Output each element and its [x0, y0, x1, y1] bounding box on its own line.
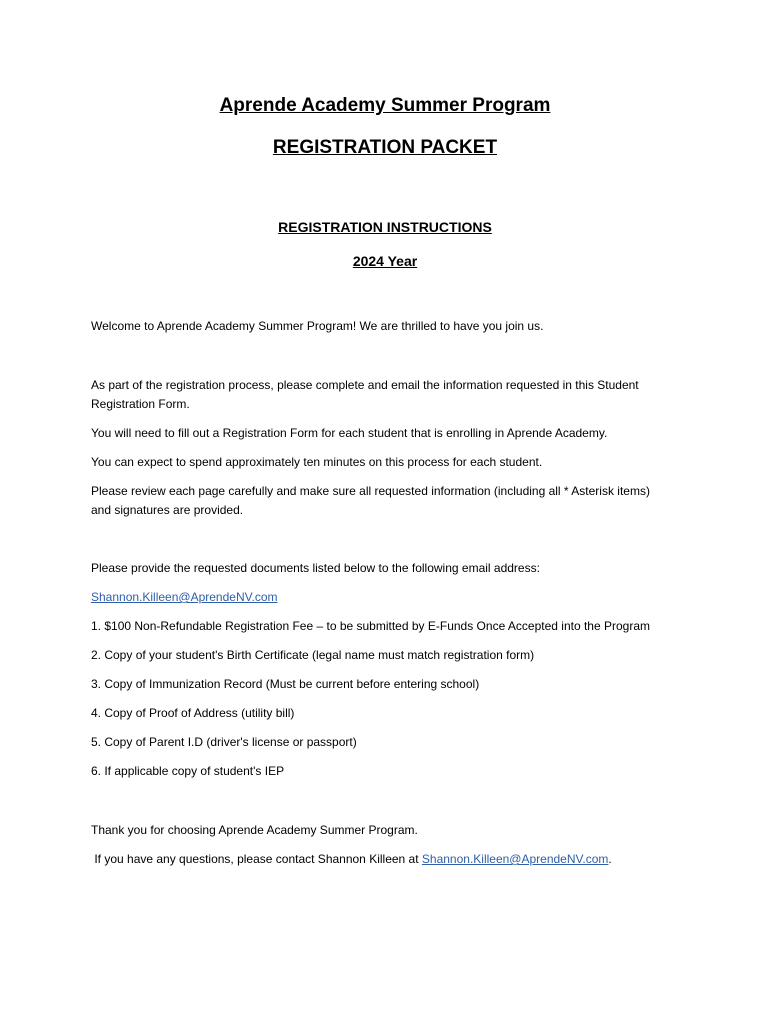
complete-paragraph: As part of the registration process, please complete and email the information requested in this Student Registration Form.	[91, 378, 639, 411]
email-link[interactable]: Shannon.Killeen@AprendeNV.com	[91, 590, 278, 604]
requirement-item: 6. If applicable copy of student's IEP	[91, 764, 285, 778]
review-paragraph: Please review each page carefully and make sure all requested information (including all * Asterisk items) and signatures are provided.	[91, 484, 650, 517]
contact-prefix: If you have any questions, please contact Shannon Killeen at	[91, 852, 422, 866]
each-student-paragraph: You will need to fill out a Registration Form for each student that is enrolling in Aprende Academy.	[91, 426, 608, 440]
program-title: Aprende Academy Summer Program	[219, 95, 551, 116]
email-line	[91, 588, 691, 607]
requirement-item: 2. Copy of your student's Birth Certificate (legal name must match registration form)	[91, 648, 535, 662]
year-heading: 2024 Year	[352, 253, 418, 269]
requirement-item: 4. Copy of Proof of Address (utility bill)	[91, 706, 295, 720]
welcome-paragraph: Welcome to Aprende Academy Summer Program! We are thrilled to have you join us.	[91, 319, 544, 333]
instructions-title: REGISTRATION INSTRUCTIONS	[278, 219, 492, 235]
requirement-item: 3. Copy of Immunization Record (Must be current before entering school)	[91, 677, 480, 691]
requirement-item: 1. $100 Non-Refundable Registration Fee – to be submitted by E-Funds Once Accepted into the Program	[91, 619, 650, 633]
thank-you-paragraph: Thank you for choosing Aprende Academy Summer Program.	[91, 823, 418, 837]
contact-paragraph	[91, 850, 691, 869]
contact-suffix: .	[608, 852, 612, 866]
packet-title: REGISTRATION PACKET	[272, 137, 498, 158]
documents-paragraph: Please provide the requested documents listed below to the following email address:	[91, 561, 540, 575]
requirement-item: 5. Copy of Parent I.D (driver's license or passport)	[91, 735, 357, 749]
contact-email-link[interactable]: Shannon.Killeen@AprendeNV.com	[421, 852, 609, 866]
time-paragraph: You can expect to spend approximately ten minutes on this process for each student.	[91, 455, 543, 469]
